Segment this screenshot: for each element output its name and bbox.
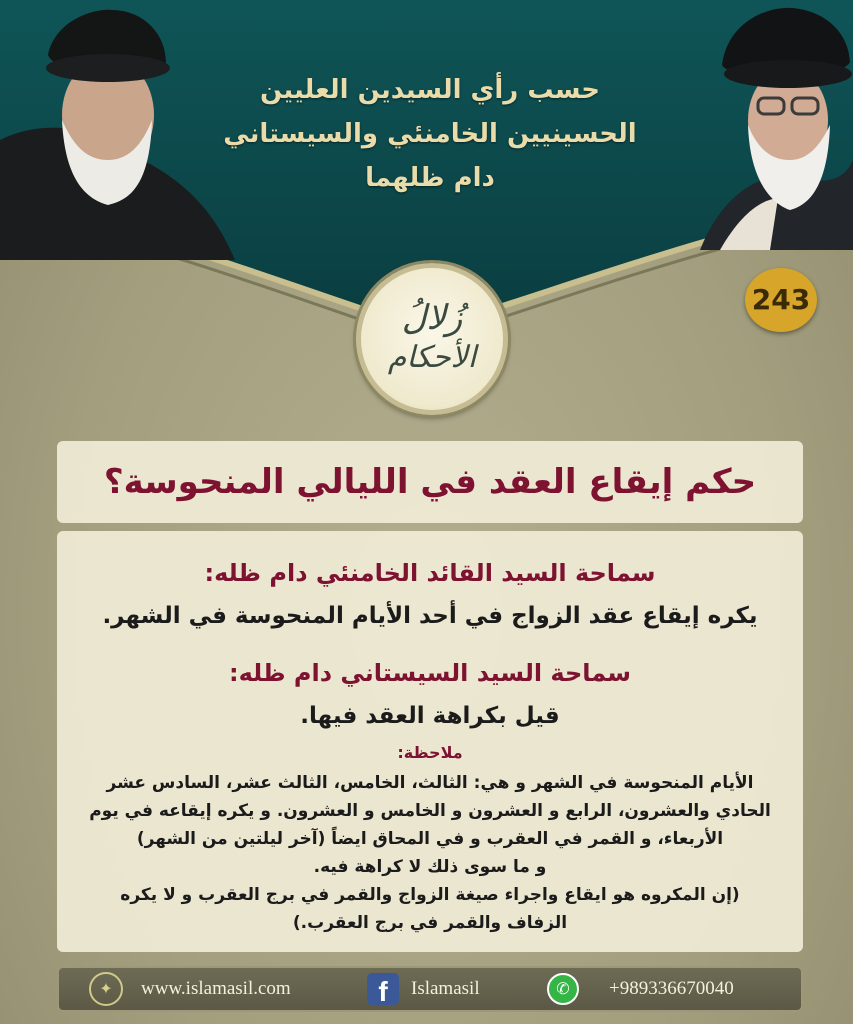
question-text: حكم إيقاع العقد في الليالي المنحوسة؟: [103, 462, 757, 502]
website-link[interactable]: www.islamasil.com: [141, 978, 291, 999]
phone-number[interactable]: +989336670040: [609, 978, 734, 999]
answers-box: [57, 531, 803, 952]
site-logo-icon: ✦: [89, 972, 123, 1006]
right-portrait: [700, 0, 853, 250]
khamenei-ruling: يكره إيقاع عقد الزواج في أحد الأيام المنحوسة في الشهر.: [102, 603, 758, 629]
note-line-6: الزفاف والقمر في برج العقرب.): [292, 913, 568, 933]
facebook-handle[interactable]: Islamasil: [411, 978, 480, 999]
left-portrait: [0, 0, 235, 265]
question-box: [57, 441, 803, 523]
zulal-al-ahkam-logo: [356, 263, 508, 415]
note-line-4: و ما سوى ذلك لا كراهة فيه.: [313, 857, 547, 877]
logo-line-1: زُلالُ: [401, 298, 463, 338]
note-line-5: (إن المكروه هو ايقاع واجراء صيغة الزواج والقمر في برج العقرب و لا يكره: [120, 885, 740, 905]
khamenei-heading: سماحة السيد القائد الخامنئي دام ظله:: [204, 559, 656, 587]
page-title: [210, 68, 650, 200]
note-line-3: الأربعاء، و القمر في العقرب و في المحاق ايضاً (آخر ليلتين من الشهر): [136, 829, 724, 849]
note-label: ملاحظة:: [397, 743, 463, 762]
title-line-1: حسب رأي السيدين العليين: [259, 75, 601, 105]
note-line-1: الأيام المنحوسة في الشهر و هي: الثالث، الخامس، الثالث عشر، السادس عشر: [106, 773, 754, 793]
whatsapp-icon[interactable]: ✆: [547, 973, 579, 1005]
episode-number-badge: 243: [745, 268, 817, 332]
sistani-ruling: قيل بكراهة العقد فيها.: [300, 703, 560, 729]
facebook-icon[interactable]: f: [367, 973, 399, 1005]
header-banner: [0, 0, 853, 300]
title-line-3: دام ظلهما: [365, 163, 495, 193]
note-line-2: الحادي والعشرون، الرابع و العشرون و الخامس و العشرون. و يكره إيقاعه في يوم: [89, 801, 771, 821]
sistani-heading: سماحة السيد السيستاني دام ظله:: [229, 659, 631, 687]
contact-footer: [57, 966, 803, 1012]
logo-line-2: الأحكام: [387, 340, 477, 375]
title-line-2: الحسينيين الخامنئي والسيستاني: [223, 119, 637, 149]
